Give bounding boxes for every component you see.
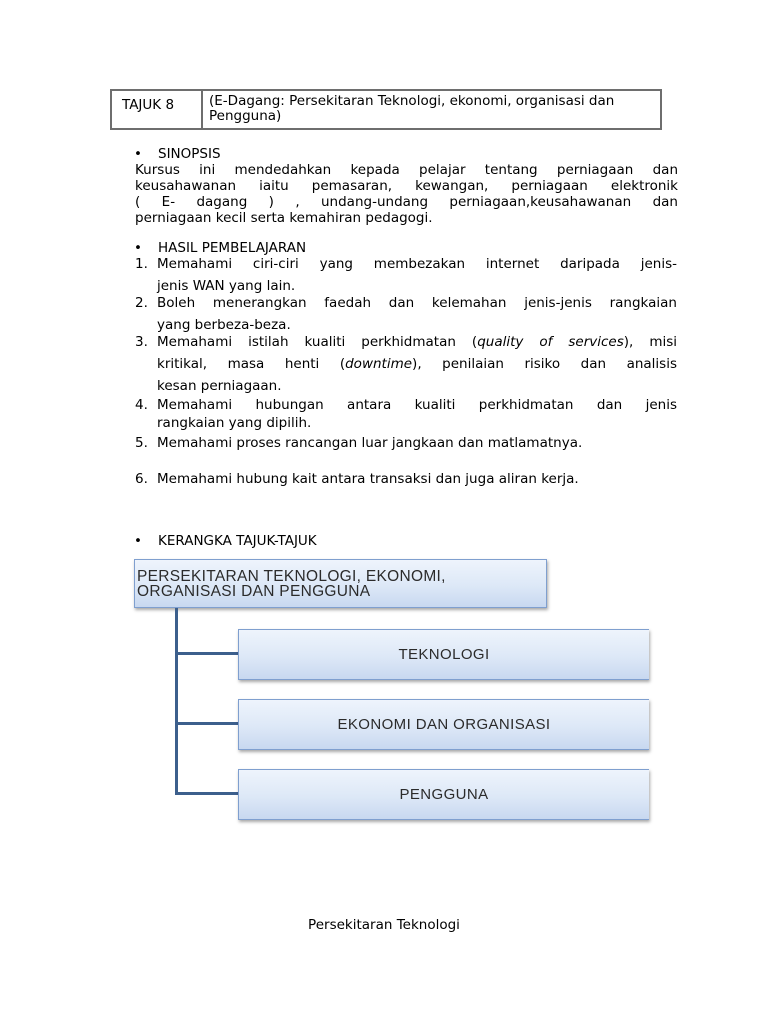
diagram-child-label: EKONOMI DAN ORGANISASI xyxy=(337,716,551,733)
tajuk-title: (E-Dagang: Persekitaran Teknologi, ekonomi, organisasi dan Pengguna) xyxy=(209,93,615,124)
bullet-icon: • xyxy=(134,240,142,256)
item-line: jenis WAN yang lain. xyxy=(157,278,296,294)
item-text: ), misi xyxy=(623,334,677,350)
item-line: Boleh menerangkan faedah dan kelemahan jenis-jenis rangkaian xyxy=(157,295,677,311)
diagram-root-line: ORGANISASI DAN PENGGUNA xyxy=(137,583,371,600)
diagram-connector-horizontal xyxy=(175,652,238,655)
kerangka-heading xyxy=(134,533,317,549)
item-line: Memahami proses rancangan luar jangkaan dan matlamatnya. xyxy=(157,435,583,451)
diagram-connector-horizontal xyxy=(175,792,238,795)
diagram-child-box xyxy=(238,769,649,820)
hasil-heading xyxy=(134,240,307,256)
item-line: rangkaian yang dipilih. xyxy=(157,415,312,431)
item-line xyxy=(157,334,677,350)
bullet-icon: • xyxy=(134,533,142,549)
diagram-connector-horizontal xyxy=(175,722,238,725)
item-text: Memahami istilah kualiti perkhidmatan ( xyxy=(157,334,478,350)
item-line: Memahami hubung kait antara transaksi dan juga aliran kerja. xyxy=(157,471,579,487)
sinopsis-heading-text: SINOPSIS xyxy=(158,146,221,162)
item-number: 1. xyxy=(135,256,148,272)
diagram-connector-vertical xyxy=(175,608,178,793)
item-text: kritikal, masa henti ( xyxy=(157,356,346,372)
list-item xyxy=(135,256,677,294)
sinopsis-line: ( E- dagang ) , undang-undang perniagaan,keusahawanan dan xyxy=(135,194,678,210)
tajuk-table xyxy=(110,89,662,130)
kerangka-heading-text: KERANGKA TAJUK-TAJUK xyxy=(158,533,317,549)
item-emphasis: quality of services xyxy=(477,334,624,350)
sinopsis-line: Kursus ini mendedahkan kepada pelajar tentang perniagaan dan xyxy=(135,162,678,178)
list-item xyxy=(135,334,678,394)
item-number: 4. xyxy=(135,397,148,413)
diagram-child-box xyxy=(238,699,649,750)
list-item xyxy=(135,295,677,333)
sinopsis-line: perniagaan kecil serta kemahiran pedagogi. xyxy=(135,210,433,226)
bullet-icon: • xyxy=(134,146,142,162)
item-line: kesan perniagaan. xyxy=(157,378,282,394)
tajuk-label: TAJUK 8 xyxy=(112,91,203,128)
list-item xyxy=(135,471,677,487)
sinopsis-line: keusahawanan iaitu pemasaran, kewangan, perniagaan elektronik xyxy=(135,178,678,194)
item-line: yang berbeza-beza. xyxy=(157,317,291,333)
diagram-root-line: PERSEKITARAN TEKNOLOGI, EKONOMI, xyxy=(137,568,446,585)
item-number: 6. xyxy=(135,471,148,487)
diagram-root-box xyxy=(134,559,547,608)
item-number: 5. xyxy=(135,435,148,451)
item-text: ), penilaian risiko dan analisis xyxy=(412,356,678,372)
item-emphasis: downtime xyxy=(345,356,413,372)
item-number: 2. xyxy=(135,295,148,311)
list-item xyxy=(135,435,677,451)
item-number: 3. xyxy=(135,334,148,350)
item-line xyxy=(157,356,677,372)
item-line: Memahami hubungan antara kualiti perkhidmatan dan jenis xyxy=(157,397,677,413)
diagram-child-box xyxy=(238,629,649,680)
hasil-heading-text: HASIL PEMBELAJARAN xyxy=(158,240,307,256)
diagram-child-label: TEKNOLOGI xyxy=(398,646,490,663)
list-item xyxy=(135,397,677,431)
sinopsis-paragraph xyxy=(135,162,678,226)
diagram-child-label: PENGGUNA xyxy=(399,786,489,803)
footer-caption: Persekitaran Teknologi xyxy=(308,917,460,933)
item-line: Memahami ciri-ciri yang membezakan internet daripada jenis- xyxy=(157,256,677,272)
sinopsis-heading xyxy=(134,146,221,162)
